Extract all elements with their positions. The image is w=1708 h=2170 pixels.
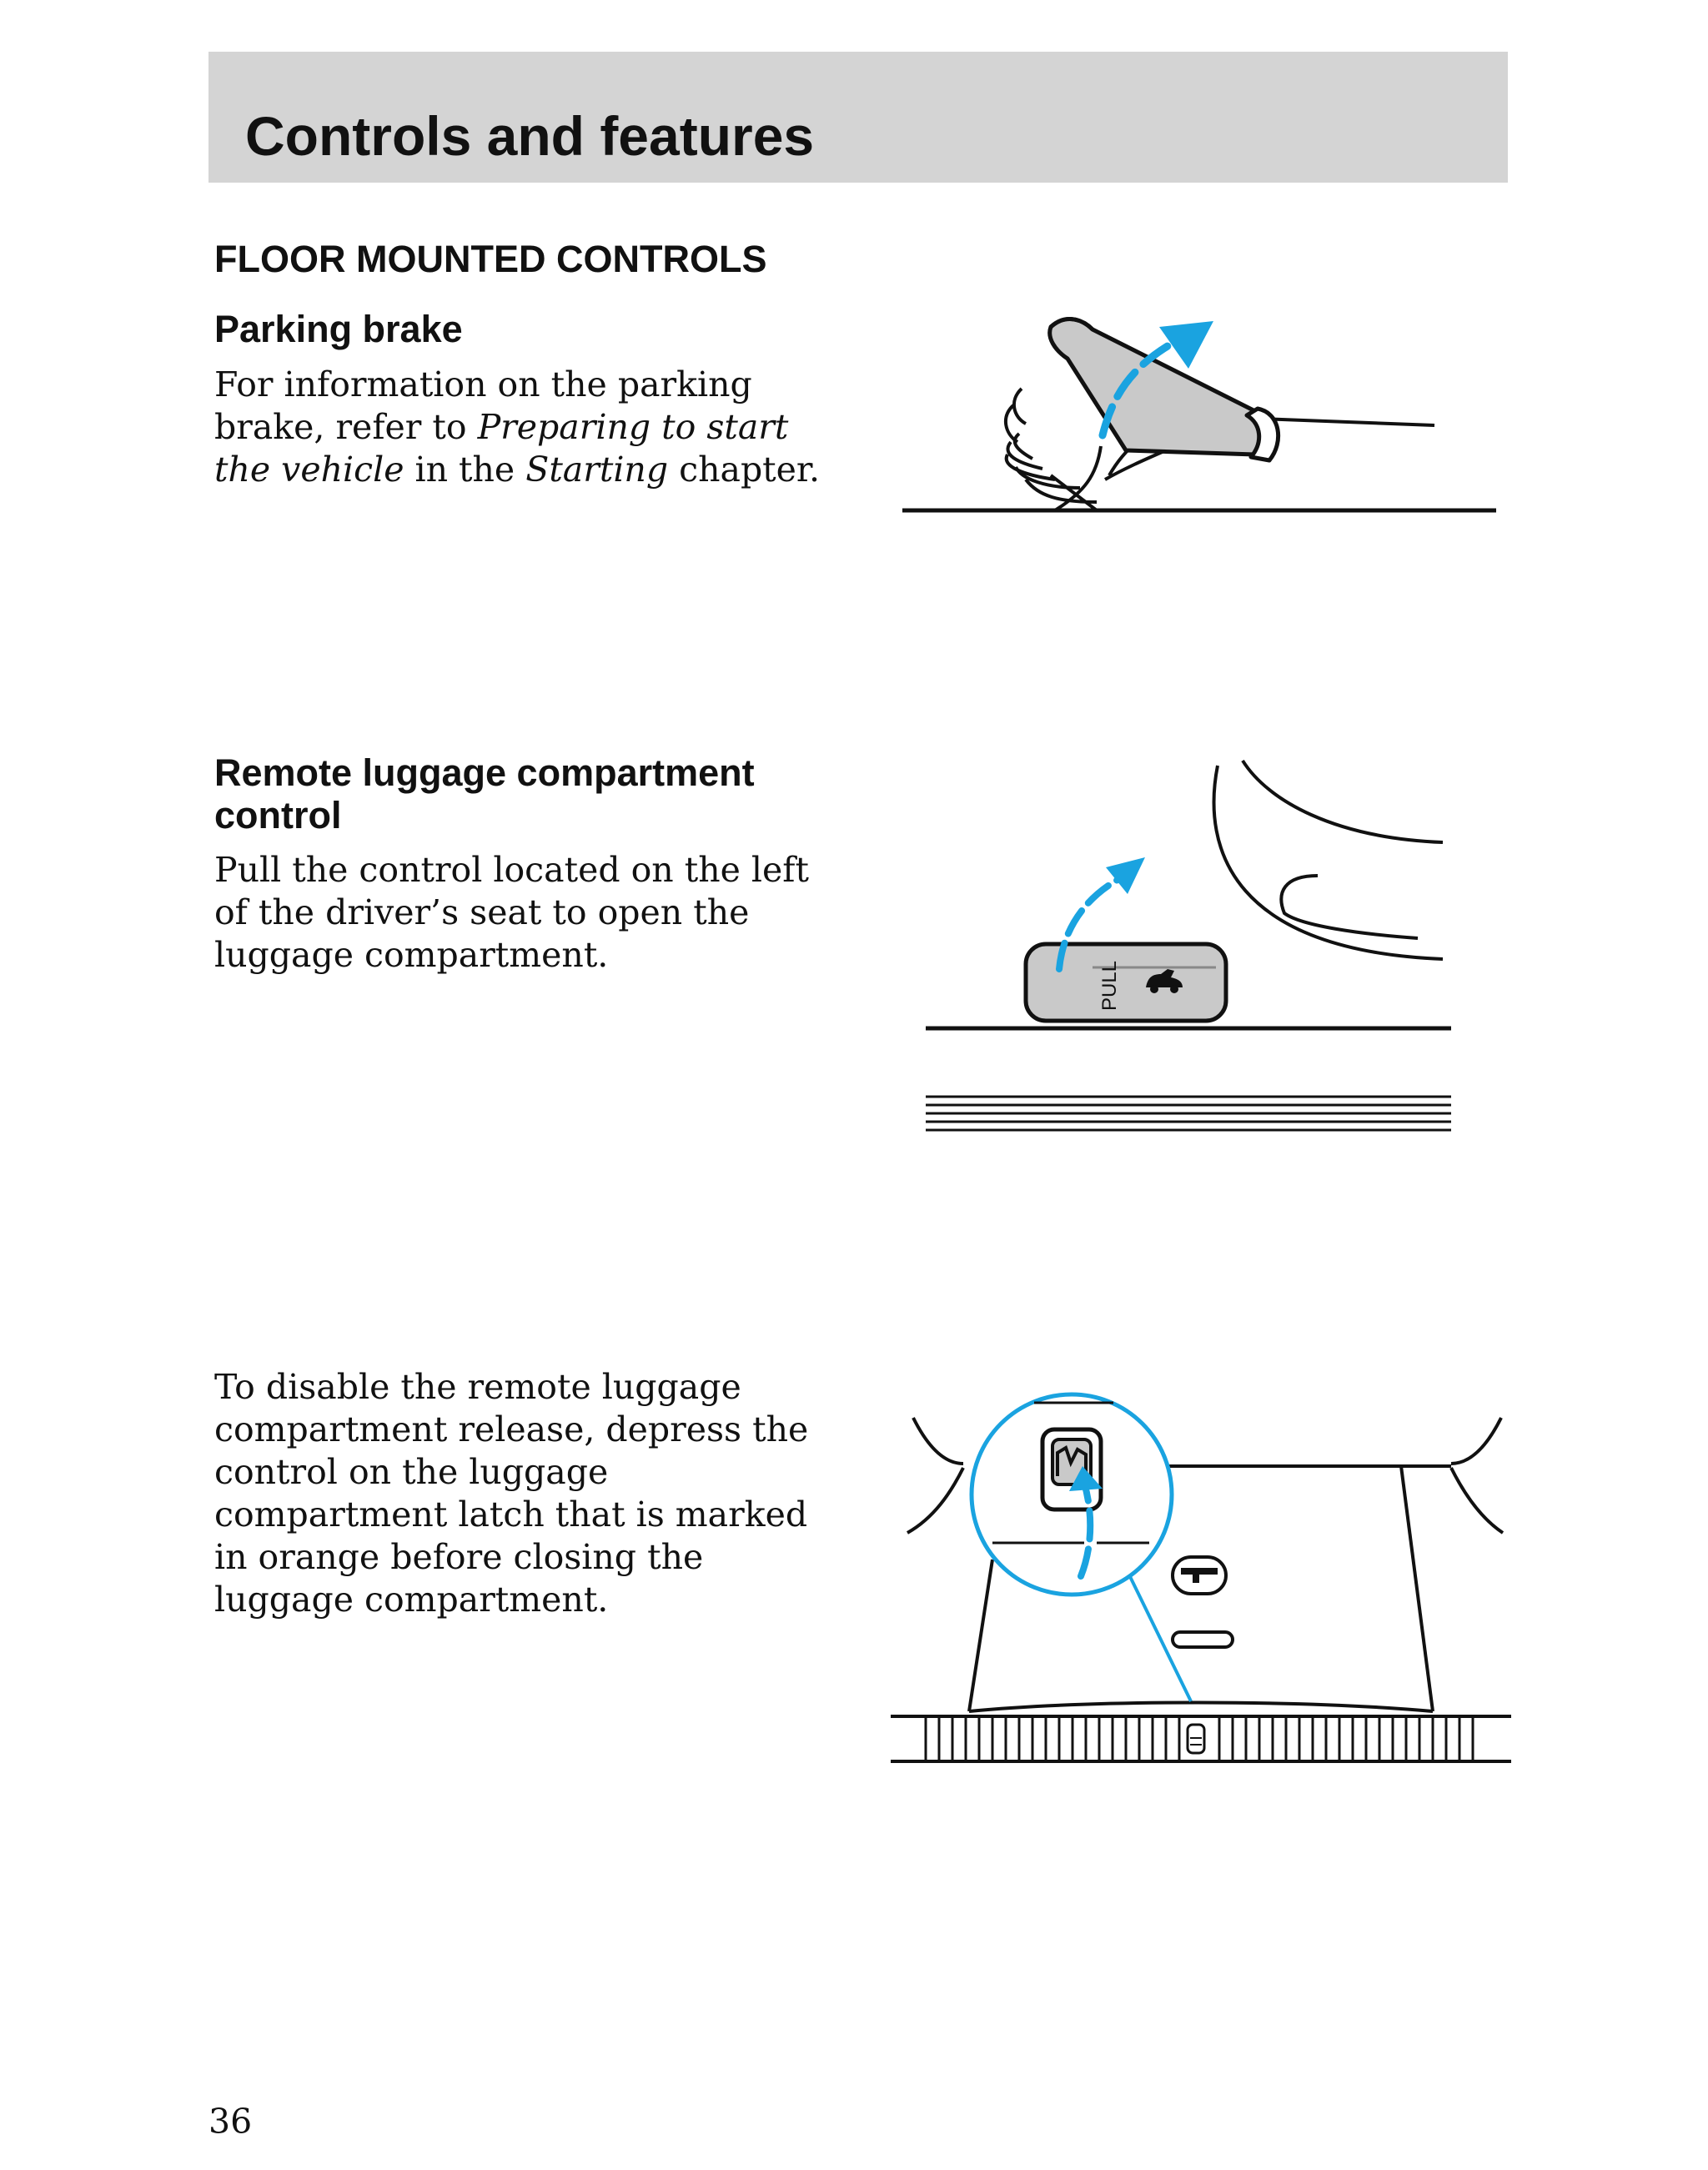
parking-brake-link-preparing: Preparing to start the vehicle — [214, 407, 789, 490]
page-title: Controls and features — [245, 105, 815, 167]
parking-brake-text-part-3: chapter. — [668, 450, 821, 490]
luggage-latch-illustration — [884, 1384, 1518, 1785]
parking-brake-text-part-2: in the — [404, 450, 526, 490]
parking-brake-link-starting: Starting — [525, 450, 669, 490]
header-bar — [208, 52, 1508, 183]
parking-brake-heading: Parking brake — [214, 308, 463, 350]
remote-luggage-text: Pull the control located on the left of the driver’s seat to open the luggage compartment. — [214, 850, 809, 975]
page-number: 36 — [208, 2102, 253, 2142]
parking-brake-text — [214, 364, 831, 491]
parking-brake-illustration — [884, 309, 1518, 525]
remote-luggage-illustration — [909, 751, 1476, 1151]
parking-brake-text-part-1: For information on the parking brake, refer to — [214, 364, 752, 447]
remote-luggage-heading: Remote luggage compartment control — [214, 751, 755, 836]
disable-release-text: To disable the remote luggage compartment release, depress the control on the luggage compartment latch that is marked in orange before closing the luggage compartment. — [214, 1367, 809, 1620]
pull-label: PULL — [1098, 960, 1121, 1011]
section-heading: FLOOR MOUNTED CONTROLS — [214, 238, 767, 280]
